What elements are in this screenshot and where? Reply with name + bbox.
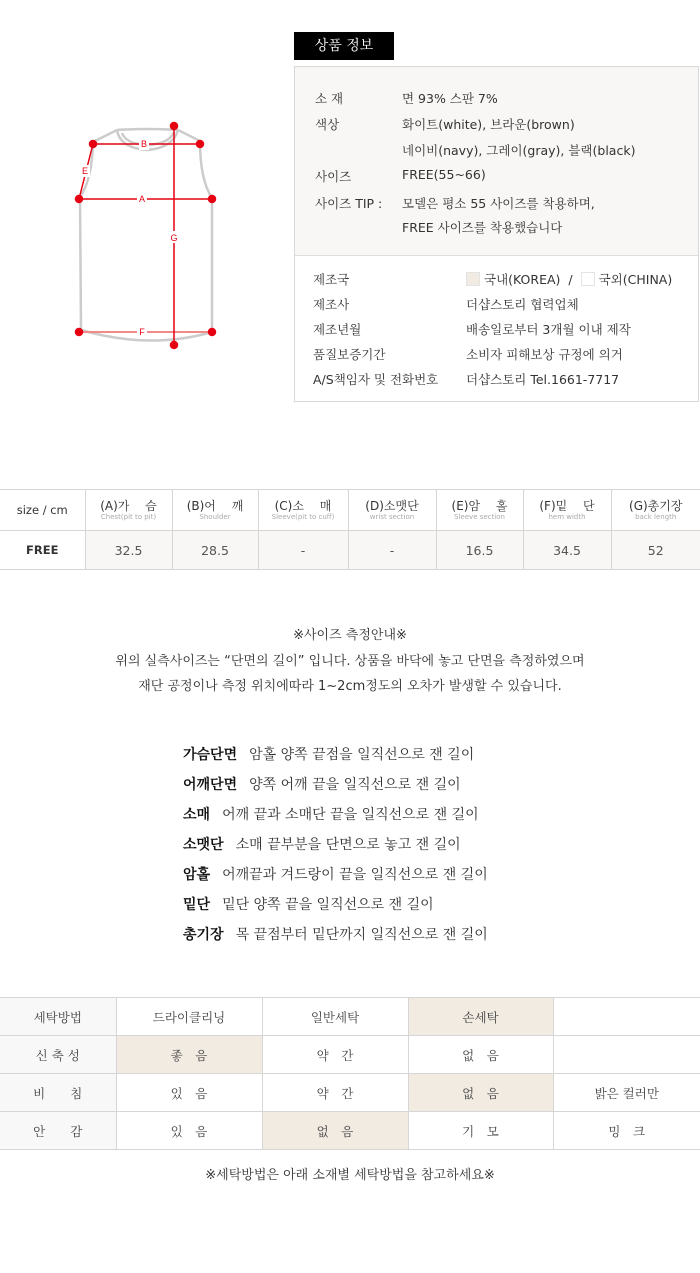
cell-none: 없 음 bbox=[408, 1036, 553, 1074]
origin-label: 제조국 bbox=[313, 272, 350, 287]
row-head-elasticity: 신 축 성 bbox=[0, 1036, 116, 1074]
hem-value: 34.5 bbox=[523, 531, 611, 570]
row-head-wash-method: 세탁방법 bbox=[0, 998, 116, 1036]
origin-separator: / bbox=[568, 272, 573, 287]
header-armhole: (E)암 홀 Sleeve section bbox=[436, 490, 523, 531]
cell-slight: 약 간 bbox=[262, 1036, 408, 1074]
care-footnote: ※세탁방법은 아래 소재별 세탁방법을 참고하세요※ bbox=[205, 1168, 495, 1183]
color-value-line2: 네이비(navy), 그레이(gray), 블랙(black) bbox=[402, 143, 636, 158]
cell-yes: 있 음 bbox=[116, 1112, 262, 1150]
manufacturer-value: 더샵스토리 협력업체 bbox=[466, 297, 579, 312]
header-wrist: (D)소맷단 wrist section bbox=[348, 490, 436, 531]
table-row bbox=[0, 1074, 700, 1112]
cell-good-selected: 좋 음 bbox=[116, 1036, 262, 1074]
table-row bbox=[0, 998, 700, 1036]
size-tip-line2: FREE 사이즈를 착용했습니다 bbox=[402, 220, 563, 235]
list-item: 가슴단면 암홀 양쪽 끝점을 일직선으로 잰 길이 bbox=[183, 747, 475, 763]
sleeveless-top-measurement-diagram bbox=[60, 110, 240, 360]
cell-light-colors-only: 밝은 컬러만 bbox=[553, 1074, 700, 1112]
measure-notice-title: ※사이즈 측정안내※ bbox=[293, 628, 407, 643]
warranty-label: 품질보증기간 bbox=[313, 347, 386, 362]
cell-dry-clean: 드라이클리닝 bbox=[116, 998, 262, 1036]
material-label: 소 재 bbox=[315, 91, 344, 106]
size-value: FREE(55~66) bbox=[402, 167, 486, 182]
warranty-value: 소비자 피해보상 규정에 의거 bbox=[466, 347, 623, 362]
product-spec-section bbox=[295, 67, 698, 256]
row-head-sheerness: 비 침 bbox=[0, 1074, 116, 1112]
label-f: F bbox=[139, 327, 145, 337]
wrist-value: - bbox=[348, 531, 436, 570]
care-table bbox=[0, 997, 700, 1150]
product-info-box bbox=[294, 66, 699, 402]
cell-normal-wash: 일반세탁 bbox=[262, 998, 408, 1036]
size-table bbox=[0, 489, 700, 570]
measure-notice-line2: 재단 공정이나 측정 위치에따라 1~2cm정도의 오차가 발생할 수 있습니다. bbox=[138, 679, 562, 694]
list-item: 어깨단면 양쪽 어깨 끝을 일직선으로 잰 길이 bbox=[183, 777, 461, 793]
origin-korea-checkbox bbox=[466, 272, 480, 286]
size-name: FREE bbox=[0, 531, 85, 570]
cell-fleece: 기 모 bbox=[408, 1112, 553, 1150]
chest-value: 32.5 bbox=[85, 531, 172, 570]
list-item: 총기장 목 끝점부터 밑단까지 일직선으로 잰 길이 bbox=[183, 927, 488, 943]
cell-empty bbox=[553, 1036, 700, 1074]
cell-mink: 밍 크 bbox=[553, 1112, 700, 1150]
header-sleeve: (C)소 매 Sleeve(pit to cuff) bbox=[258, 490, 348, 531]
size-label: 사이즈 bbox=[315, 169, 352, 184]
origin-options bbox=[466, 270, 672, 288]
cell-none-selected: 없 음 bbox=[262, 1112, 408, 1150]
armhole-value: 16.5 bbox=[436, 531, 523, 570]
measure-notice-line1: 위의 실측사이즈는 “단면의 길이” 입니다. 상품을 바닥에 놓고 단면을 측정하였으며 bbox=[115, 654, 585, 669]
header-length: (G)총기장 back length bbox=[611, 490, 700, 531]
shoulder-value: 28.5 bbox=[172, 531, 258, 570]
header-shoulder: (B)어 깨 Shoulder bbox=[172, 490, 258, 531]
cell-none-selected: 없 음 bbox=[408, 1074, 553, 1112]
origin-china-label: 국외(CHINA) bbox=[598, 272, 673, 287]
measurement-definitions bbox=[183, 744, 488, 954]
list-item: 밑단 밑단 양쪽 끝을 일직선으로 잰 길이 bbox=[183, 897, 434, 913]
color-value-line1: 화이트(white), 브라운(brown) bbox=[402, 117, 575, 132]
cell-empty bbox=[553, 998, 700, 1036]
table-row bbox=[0, 1036, 700, 1074]
manufacturer-label: 제조사 bbox=[313, 297, 350, 312]
as-contact-label: A/S책임자 및 전화번호 bbox=[313, 372, 439, 387]
cell-hand-wash-selected: 손세탁 bbox=[408, 998, 553, 1036]
header-chest: (A)가 슴 Chest(pit to pit) bbox=[85, 490, 172, 531]
size-tip-label: 사이즈 TIP : bbox=[315, 196, 383, 211]
product-info-title: 상품 정보 bbox=[294, 32, 394, 60]
as-contact-value: 더샵스토리 Tel.1661-7717 bbox=[466, 372, 620, 387]
length-value: 52 bbox=[611, 531, 700, 570]
row-head-lining: 안 감 bbox=[0, 1112, 116, 1150]
sleeve-value: - bbox=[258, 531, 348, 570]
table-row bbox=[0, 531, 700, 570]
list-item: 암홀 어깨끝과 겨드랑이 끝을 일직선으로 잰 길이 bbox=[183, 867, 488, 883]
cell-yes: 있 음 bbox=[116, 1074, 262, 1112]
table-row bbox=[0, 1112, 700, 1150]
size-tip-line1: 모델은 평소 55 사이즈를 착용하며, bbox=[402, 196, 595, 211]
color-label: 색상 bbox=[315, 117, 340, 132]
origin-china-checkbox bbox=[581, 272, 595, 286]
size-unit-header: size / cm bbox=[0, 490, 85, 531]
label-b: B bbox=[140, 139, 148, 149]
label-a: A bbox=[138, 194, 146, 204]
label-g: G bbox=[170, 233, 178, 243]
list-item: 소매 어깨 끝과 소매단 끝을 일직선으로 잰 길이 bbox=[183, 807, 479, 823]
label-e: E bbox=[81, 166, 89, 176]
cell-slight: 약 간 bbox=[262, 1074, 408, 1112]
list-item: 소맷단 소매 끝부분을 단면으로 놓고 잰 길이 bbox=[183, 837, 461, 853]
size-table-header-row bbox=[0, 490, 700, 531]
manufacture-date-label: 제조년월 bbox=[313, 322, 362, 337]
material-value: 면 93% 스판 7% bbox=[402, 91, 498, 106]
manufacture-date-value: 배송일로부터 3개월 이내 제작 bbox=[466, 322, 631, 337]
origin-korea-label: 국내(KOREA) bbox=[484, 272, 561, 287]
header-hem: (F)밑 단 hem width bbox=[523, 490, 611, 531]
